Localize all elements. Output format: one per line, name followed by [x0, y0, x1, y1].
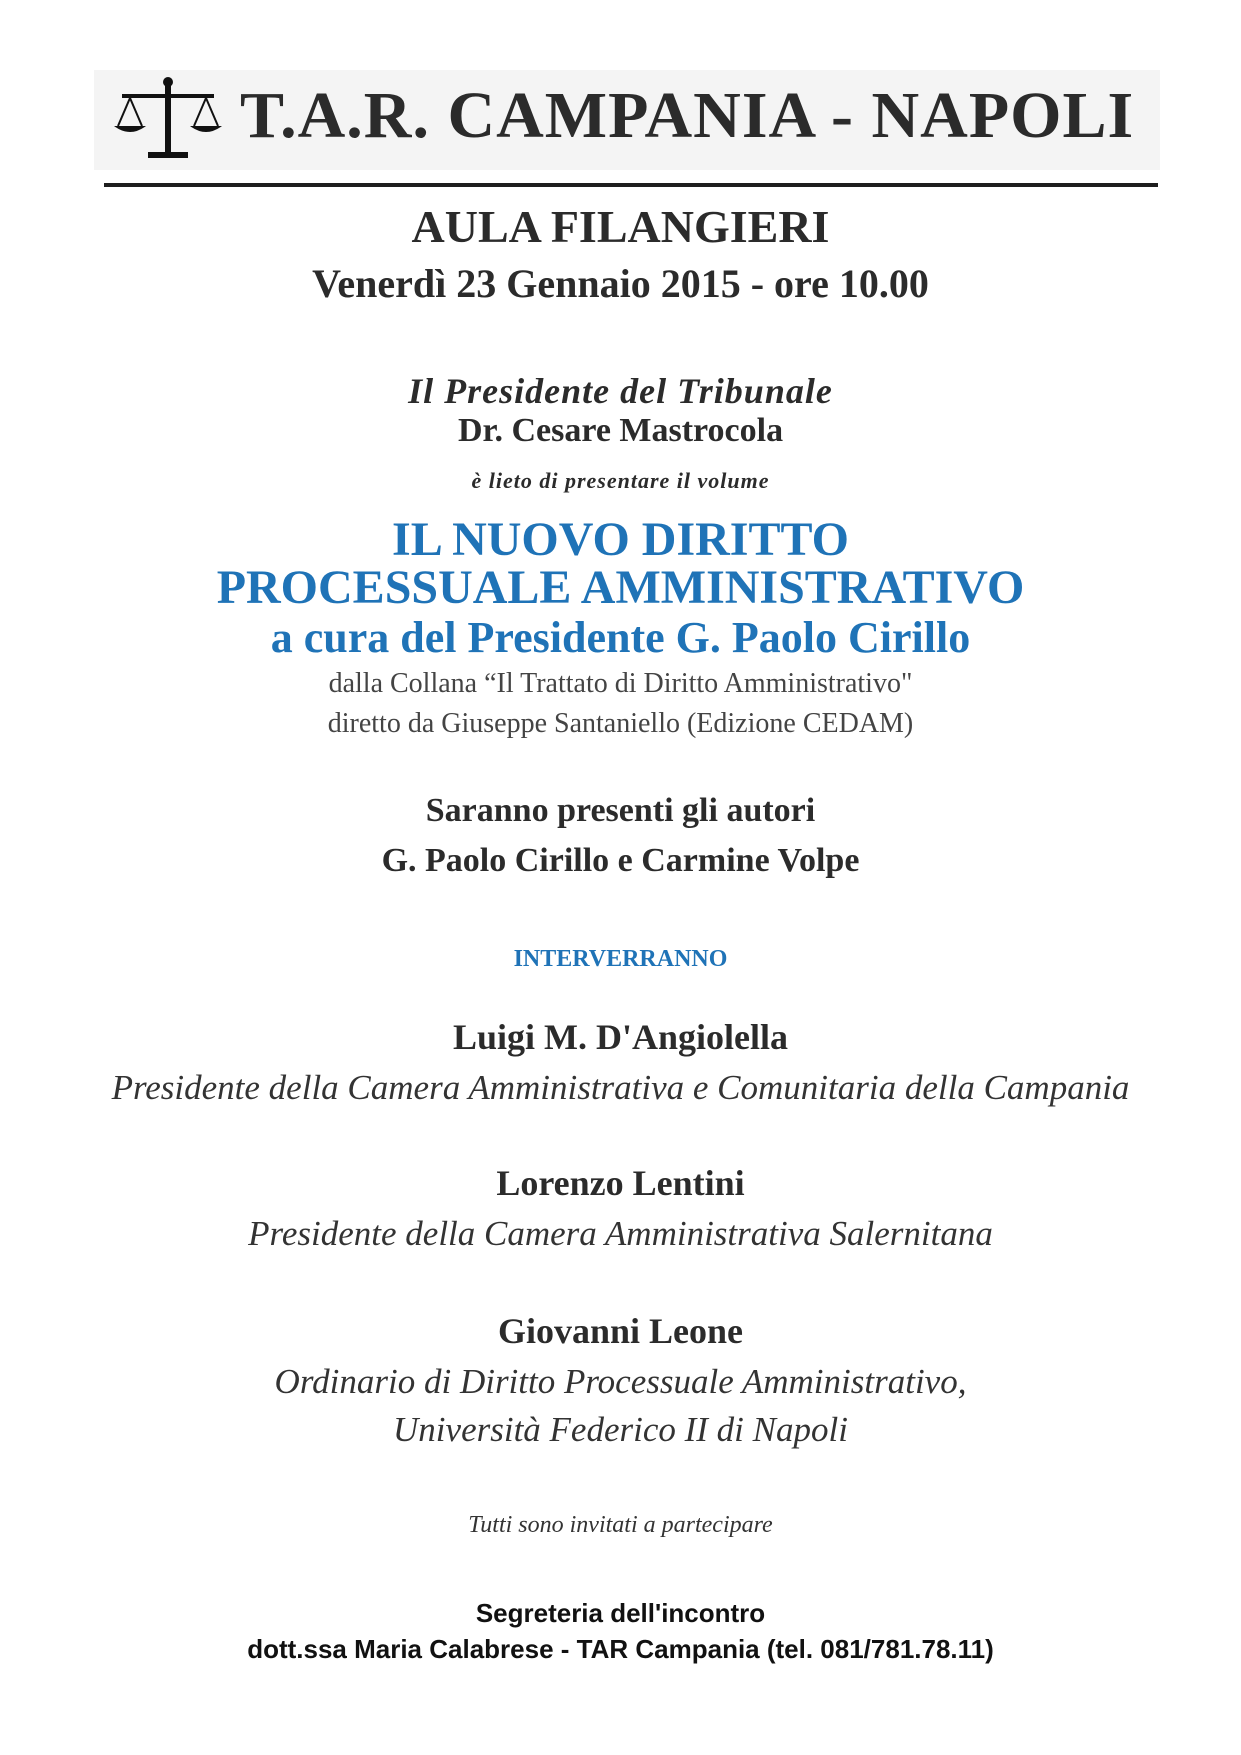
book-editor: a cura del Presidente G. Paolo Cirillo — [270, 613, 971, 662]
speaker-name: Lorenzo Lentini — [496, 1163, 745, 1203]
page-title: T.A.R. CAMPANIA - NAPOLI — [240, 79, 1135, 152]
speaker-role: Presidente della Camera Amministrativa e Comunitaria della Campania — [111, 1068, 1130, 1107]
header-divider — [104, 183, 1158, 187]
speaker-name: Giovanni Leone — [497, 1311, 744, 1351]
host-intro: è lieto di presentare il volume — [471, 468, 770, 493]
speakers-heading: INTERVERRANNO — [513, 946, 728, 972]
host-role: Il Presidente del Tribunale — [408, 371, 833, 411]
authors-names: G. Paolo Cirillo e Carmine Volpe — [381, 842, 860, 879]
book-title-line2: PROCESSUALE AMMINISTRATIVO — [216, 561, 1025, 614]
venue-room: AULA FILANGIERI — [411, 201, 830, 252]
book-series-line2: diretto da Giuseppe Santaniello (Edizione CEDAM) — [327, 708, 914, 739]
book-title-line1: IL NUOVO DIRITTO — [392, 513, 849, 566]
invitation-note: Tutti sono invitati a partecipare — [468, 1512, 773, 1538]
authors-intro: Saranno presenti gli autori — [425, 792, 816, 829]
event-datetime: Venerdì 23 Gennaio 2015 - ore 10.00 — [312, 261, 929, 306]
speaker-name: Luigi M. D'Angiolella — [452, 1017, 789, 1057]
scales-of-justice-icon — [112, 76, 224, 164]
footer-secretariat: Segreteria dell'incontro — [475, 1598, 766, 1628]
speaker-role-line1: Ordinario di Diritto Processuale Amministrativo, — [274, 1362, 967, 1401]
speaker-role-line2: Università Federico II di Napoli — [393, 1410, 848, 1449]
host-name: Dr. Cesare Mastrocola — [457, 412, 784, 449]
footer-contact: dott.ssa Maria Calabrese - TAR Campania (tel. 081/781.78.11) — [247, 1634, 994, 1664]
speaker-role: Presidente della Camera Amministrativa Salernitana — [248, 1214, 993, 1253]
book-series-line1: dalla Collana “Il Trattato di Diritto Amministrativo" — [328, 668, 913, 699]
